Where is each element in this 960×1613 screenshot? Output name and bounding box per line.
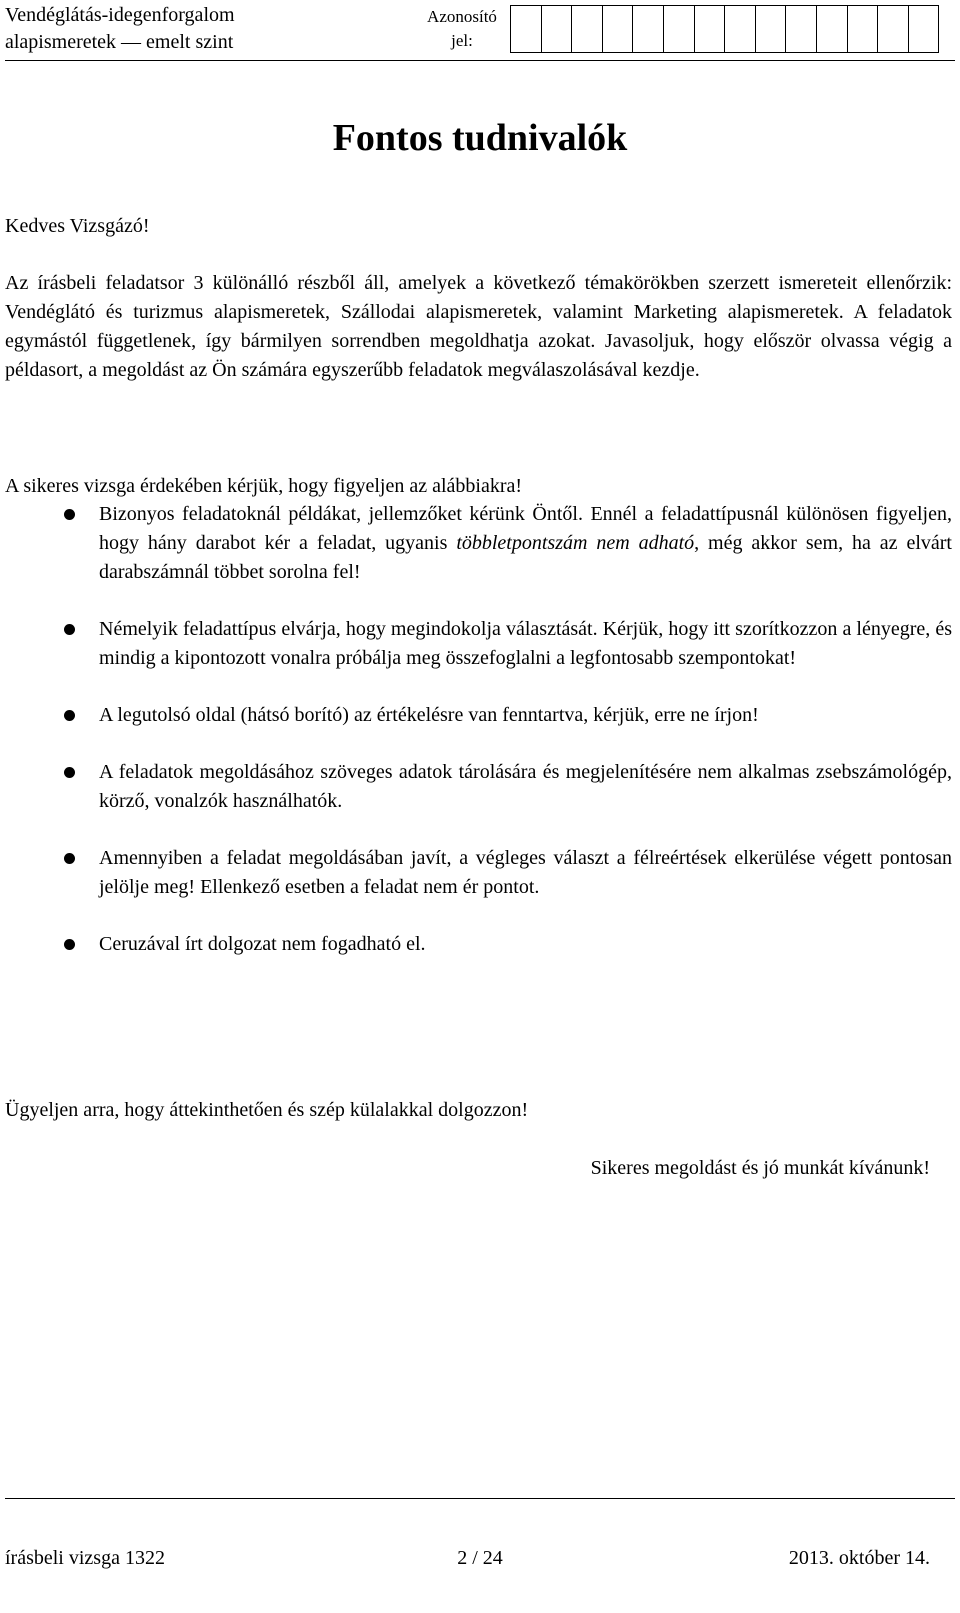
bullet-text-end: , még akkor sem, ha az elvárt darabszámnál többet sorolna fel!: [99, 532, 952, 583]
subject-title: [5, 2, 235, 56]
bullet-text: Ceruzával írt dolgozat nem fogadható el.: [99, 933, 426, 955]
id-box[interactable]: [848, 6, 879, 52]
id-box[interactable]: [878, 6, 909, 52]
id-label: [422, 5, 502, 53]
id-label-line-2: jel:: [451, 31, 473, 50]
bullet-icon: [64, 624, 75, 635]
id-box[interactable]: [909, 6, 940, 52]
list-item: [5, 500, 952, 587]
id-box[interactable]: [725, 6, 756, 52]
exam-date: 2013. október 14.: [788, 1547, 930, 1569]
instruction-list: [5, 500, 952, 959]
bullet-text: Amennyiben a feladat megoldásában javít, a végleges választ a félreértések elkerülése végett pontosan jelölje meg! Ellenkező esetben a feladat nem ér pontot.: [99, 847, 952, 898]
id-label-line-1: Azonosító: [427, 7, 497, 26]
bullet-icon: [64, 767, 75, 778]
subject-line-1: Vendéglátás-idegenforgalom: [5, 4, 235, 26]
bullet-text: A legutolsó oldal (hátsó borító) az értékelésre van fenntartva, kérjük, erre ne írjon!: [99, 704, 759, 726]
intro-paragraph: Az írásbeli feladatsor 3 különálló részből áll, amelyek a következő témakörökben szerzett ismereteit ellenőrzik: Vendéglátó és turizmus alapismeretek, Szállodai alapismeretek, valamint Marketing alapismeretek. A feladatok egymástól függetlenek, így bármilyen sorrendben megoldhatja azokat. Javasoljuk, hogy először olvassa végig a példasort, a megoldást az Ön számára egyszerűbb feladatok megválaszolásával kezdje.: [5, 272, 952, 381]
bullet-icon: [64, 710, 75, 721]
greeting: Kedves Vizsgázó!: [5, 215, 150, 237]
exam-code: írásbeli vizsga 1322: [5, 1547, 165, 1569]
subject-line-2: alapismeretek — emelt szint: [5, 31, 234, 53]
bullet-icon: [64, 509, 75, 520]
bullet-text-italic: többletpontszám nem adható: [456, 532, 695, 554]
lead-sentence: A sikeres vizsga érdekében kérjük, hogy figyeljen az alábbiakra!: [5, 475, 523, 497]
id-box[interactable]: [817, 6, 848, 52]
id-box[interactable]: [603, 6, 634, 52]
good-luck-note: Sikeres megoldást és jó munkát kívánunk!: [590, 1157, 930, 1179]
bullet-text: A feladatok megoldásához szöveges adatok tárolására és megjelenítésére nem alkalmas zsebszámológép, körző, vonalzók használhatók.: [99, 761, 952, 812]
footer-divider: [5, 1498, 955, 1499]
page-title: Fontos tudnivalók: [332, 117, 628, 159]
care-note: Ügyeljen arra, hogy áttekinthetően és szép külalakkal dolgozzon!: [5, 1099, 529, 1121]
id-boxes: [510, 5, 939, 53]
id-box[interactable]: [786, 6, 817, 52]
id-box[interactable]: [572, 6, 603, 52]
bullet-icon: [64, 939, 75, 950]
id-box[interactable]: [695, 6, 726, 52]
id-box[interactable]: [756, 6, 787, 52]
id-box[interactable]: [542, 6, 573, 52]
bullet-text-start: Bizonyos feladatoknál példákat, jellemzőket kérünk Öntől. Ennél a feladattípusnál különösen figyeljen, hogy hány darabot kér a feladat, ugyanis: [99, 503, 952, 554]
list-item: [5, 758, 952, 816]
list-item: [5, 701, 952, 730]
id-box[interactable]: [664, 6, 695, 52]
id-box[interactable]: [511, 6, 542, 52]
page-header: [5, 0, 955, 60]
bullet-text: Némelyik feladattípus elvárja, hogy megindokolja választását. Kérjük, hogy itt szorítkozzon a lényegre, és mindig a kipontozott vonalra próbálja meg összefoglalni a legfontosabb szempontokat!: [99, 618, 952, 669]
header-divider: [5, 60, 955, 61]
page-number: 2 / 24: [457, 1547, 503, 1569]
list-item: [5, 615, 952, 673]
list-item: [5, 844, 952, 902]
id-box[interactable]: [633, 6, 664, 52]
bullet-icon: [64, 853, 75, 864]
list-item: [5, 930, 952, 959]
